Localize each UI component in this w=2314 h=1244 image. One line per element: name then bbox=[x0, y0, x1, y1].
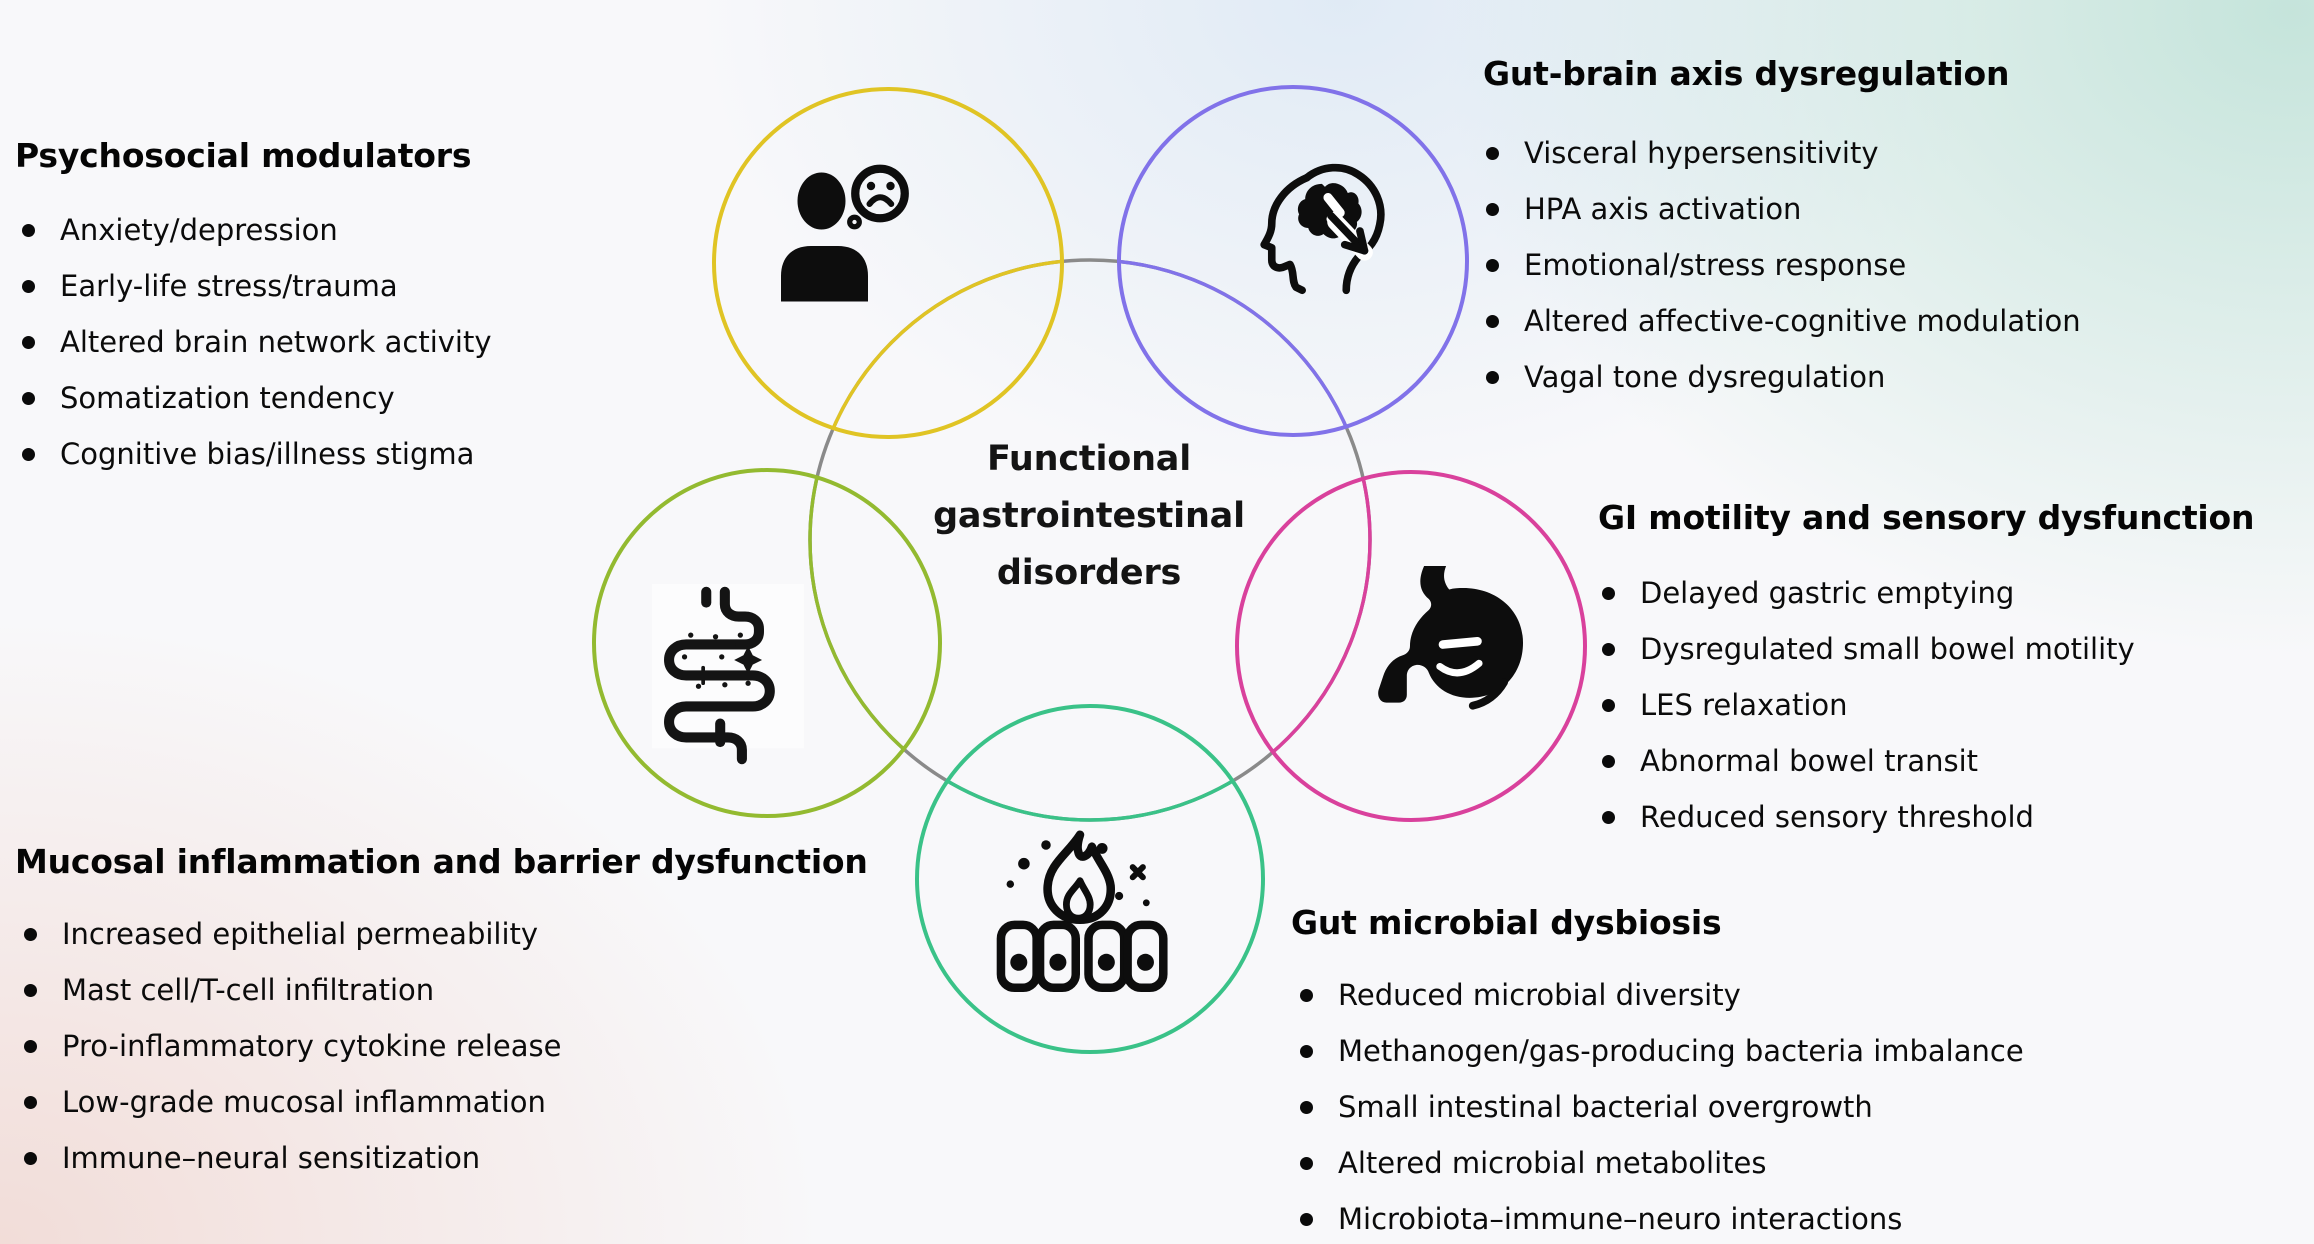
center-title bbox=[889, 431, 1289, 602]
list-item bbox=[1602, 621, 2135, 677]
bullet-icon bbox=[1602, 699, 1615, 712]
section-heading: GI motility and sensory dysfunction bbox=[1598, 498, 2255, 537]
section-heading: Mucosal inflammation and barrier dysfunction bbox=[15, 842, 868, 881]
section-heading: Psychosocial modulators bbox=[15, 136, 472, 175]
bullet-icon bbox=[1602, 587, 1615, 600]
bullet-icon bbox=[1486, 371, 1499, 384]
bullet-icon bbox=[1602, 643, 1615, 656]
section-microbial bbox=[1291, 903, 1721, 942]
list-item-text: Abnormal bowel transit bbox=[1640, 744, 1979, 778]
circle-psychosocial bbox=[714, 89, 1062, 437]
list-item bbox=[1486, 349, 2081, 405]
list-item bbox=[22, 202, 492, 258]
list-item bbox=[22, 258, 492, 314]
bullet-icon bbox=[22, 448, 35, 461]
bullet-icon bbox=[1300, 1101, 1313, 1114]
bullet-icon bbox=[22, 280, 35, 293]
list-item-text: Early-life stress/trauma bbox=[60, 269, 398, 303]
list-item-text: Methanogen/gas-producing bacteria imbalance bbox=[1338, 1034, 2024, 1068]
bullet-icon bbox=[1486, 147, 1499, 160]
list-item bbox=[24, 1074, 561, 1130]
list-item-text: Microbiota–immune–neuro interactions bbox=[1338, 1202, 1903, 1236]
circle-microbial bbox=[917, 706, 1263, 1052]
list-item-text: Altered microbial metabolites bbox=[1338, 1146, 1767, 1180]
bullet-icon bbox=[1300, 989, 1313, 1002]
list-item-text: HPA axis activation bbox=[1524, 192, 1802, 226]
bullet-icon bbox=[24, 1040, 37, 1053]
list-item-text: Vagal tone dysregulation bbox=[1524, 360, 1886, 394]
bullet-icon bbox=[1602, 811, 1615, 824]
list-item bbox=[24, 906, 561, 962]
list-item bbox=[1602, 565, 2135, 621]
center-title-line: disorders bbox=[996, 553, 1182, 593]
section-gut-brain bbox=[1483, 54, 2009, 93]
bullet-icon bbox=[1300, 1157, 1313, 1170]
bullet-icon bbox=[1300, 1213, 1313, 1226]
section-psychosocial bbox=[15, 136, 471, 175]
inflamed-cells-flame-icon bbox=[1001, 835, 1163, 988]
list-item bbox=[1300, 1135, 2024, 1191]
list-item bbox=[1486, 293, 2081, 349]
list-item-text: Immune–neural sensitization bbox=[62, 1141, 481, 1175]
list-item bbox=[1300, 967, 2024, 1023]
section-heading: Gut microbial dysbiosis bbox=[1291, 903, 1722, 942]
bullet-icon bbox=[24, 1152, 37, 1165]
list-item-text: Cognitive bias/illness stigma bbox=[60, 437, 475, 471]
list-item-text: Reduced microbial diversity bbox=[1338, 978, 1741, 1012]
bullet-icon bbox=[22, 336, 35, 349]
section-mucosal-list bbox=[24, 906, 561, 1186]
stomach-icon bbox=[1378, 566, 1523, 706]
list-item bbox=[24, 1018, 561, 1074]
list-item bbox=[22, 314, 492, 370]
list-item bbox=[22, 370, 492, 426]
list-item bbox=[1300, 1191, 2024, 1244]
section-psychosocial-list bbox=[22, 202, 492, 482]
bullet-icon bbox=[1486, 315, 1499, 328]
list-item bbox=[1486, 181, 2081, 237]
center-title-line: gastrointestinal bbox=[933, 496, 1245, 536]
intestine-icon bbox=[652, 584, 804, 759]
section-heading: Gut-brain axis dysregulation bbox=[1483, 54, 2010, 93]
list-item-text: Anxiety/depression bbox=[60, 213, 338, 247]
list-item-text: Mast cell/T-cell infiltration bbox=[62, 973, 435, 1007]
section-mucosal bbox=[15, 842, 868, 881]
list-item bbox=[1602, 733, 2135, 789]
section-microbial-list bbox=[1300, 967, 2024, 1244]
bullet-icon bbox=[1300, 1045, 1313, 1058]
list-item bbox=[24, 1130, 561, 1186]
bullet-icon bbox=[22, 392, 35, 405]
bullet-icon bbox=[22, 224, 35, 237]
list-item-text: Reduced sensory threshold bbox=[1640, 800, 2034, 834]
list-item bbox=[1602, 677, 2135, 733]
person-negative-thought-icon bbox=[781, 169, 905, 302]
list-item bbox=[24, 962, 561, 1018]
list-item-text: Increased epithelial permeability bbox=[62, 917, 539, 951]
list-item bbox=[22, 426, 492, 482]
bullet-icon bbox=[1486, 203, 1499, 216]
bullet-icon bbox=[1486, 259, 1499, 272]
list-item bbox=[1602, 789, 2135, 845]
bullet-icon bbox=[24, 1096, 37, 1109]
list-item bbox=[1486, 237, 2081, 293]
bullet-icon bbox=[24, 984, 37, 997]
section-gut-brain-list bbox=[1486, 125, 2081, 405]
bullet-icon bbox=[1602, 755, 1615, 768]
list-item-text: LES relaxation bbox=[1640, 688, 1848, 722]
bullet-icon bbox=[24, 928, 37, 941]
center-title-line: Functional bbox=[986, 439, 1192, 479]
section-gi-motility-list bbox=[1602, 565, 2135, 845]
section-gi-motility bbox=[1598, 498, 2254, 537]
list-item-text: Altered brain network activity bbox=[60, 325, 492, 359]
list-item-text: Somatization tendency bbox=[60, 381, 395, 415]
head-brain-arrow-icon bbox=[1264, 168, 1381, 291]
list-item-text: Dysregulated small bowel motility bbox=[1640, 632, 2135, 666]
list-item-text: Pro-inflammatory cytokine release bbox=[62, 1029, 562, 1063]
list-item bbox=[1300, 1023, 2024, 1079]
list-item-text: Low-grade mucosal inflammation bbox=[62, 1085, 546, 1119]
circle-gut-brain bbox=[1119, 87, 1467, 435]
list-item-text: Delayed gastric emptying bbox=[1640, 576, 2015, 610]
list-item-text: Altered affective-cognitive modulation bbox=[1524, 304, 2081, 338]
list-item-text: Emotional/stress response bbox=[1524, 248, 1907, 282]
list-item-text: Visceral hypersensitivity bbox=[1524, 136, 1879, 170]
list-item bbox=[1486, 125, 2081, 181]
list-item bbox=[1300, 1079, 2024, 1135]
list-item-text: Small intestinal bacterial overgrowth bbox=[1338, 1090, 1873, 1124]
